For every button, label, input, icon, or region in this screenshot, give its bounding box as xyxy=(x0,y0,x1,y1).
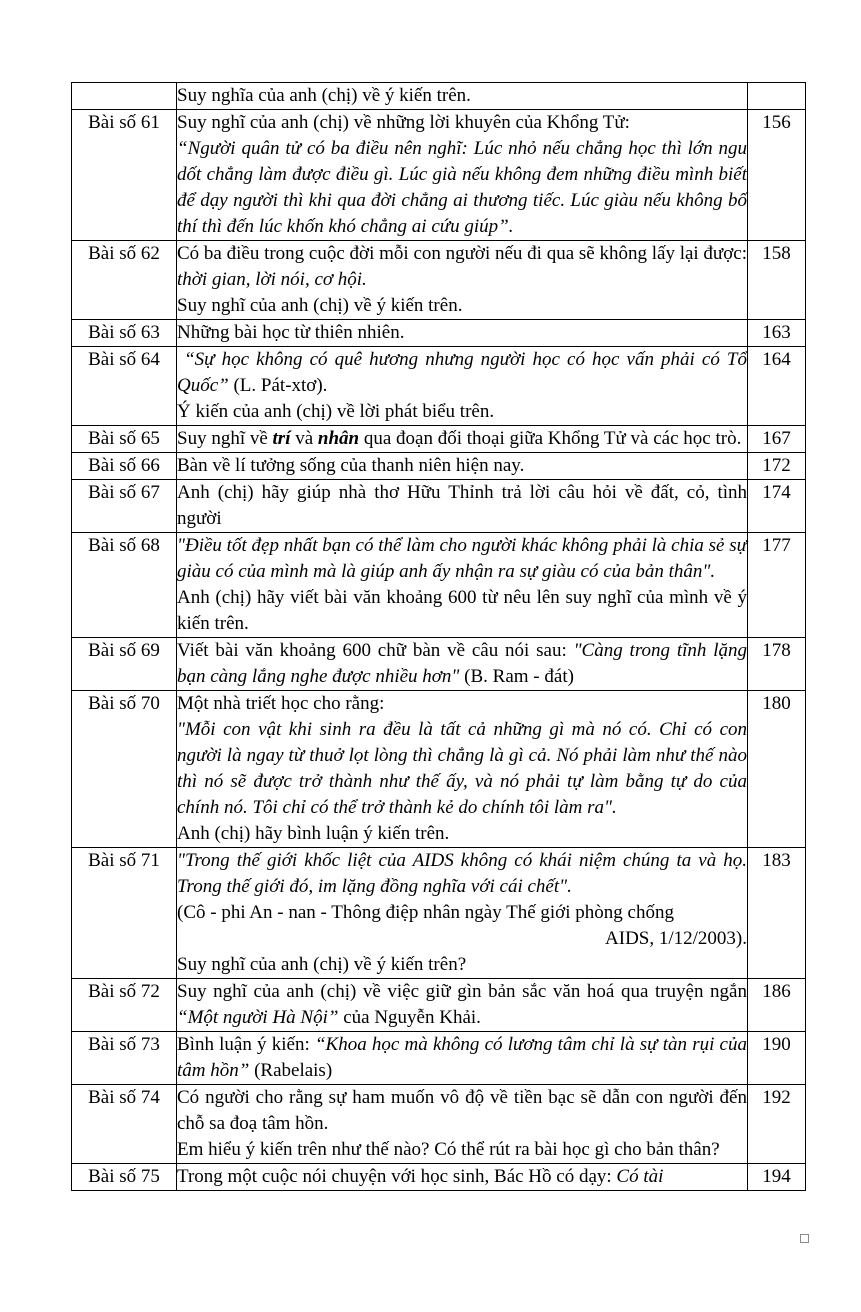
exercise-label: Bài số 74 xyxy=(72,1085,177,1164)
text-run: Anh (chị) hãy viết bài văn khoảng 600 từ nêu lên suy nghĩ của mình về ý kiến trên. xyxy=(177,587,747,634)
exercise-label: Bài số 71 xyxy=(72,848,177,979)
text-run: "Mỗi con vật khi sinh ra đều là tất cả những gì mà nó có. Chỉ có con người là ngay từ thuở lọt lòng thì chẳng là gì cả. Nó phải làm như thế nào thì nó sẽ được trở thành như thế ấy, và nó phải tự làm bằng tự do của chính nó. Tôi chỉ có thể trở thành kẻ do chính tôi làm ra". xyxy=(177,719,747,818)
paragraph xyxy=(177,533,747,585)
paragraph xyxy=(177,1085,747,1137)
paragraph xyxy=(177,241,747,293)
text-run: Suy nghĩ của anh (chị) về những lời khuyên của Khổng Tử: xyxy=(177,112,630,133)
anchor-marker-icon xyxy=(800,1234,809,1243)
paragraph xyxy=(177,1032,747,1084)
exercise-description xyxy=(177,533,748,638)
paragraph xyxy=(177,136,747,240)
paragraph xyxy=(177,347,747,399)
exercise-description xyxy=(177,1164,748,1191)
page-number: 172 xyxy=(748,453,806,480)
text-run: Có người cho rằng sự ham muốn vô độ về tiền bạc sẽ dẫn con người đến chỗ sa đoạ tâm hồn. xyxy=(177,1087,747,1134)
table-row xyxy=(72,426,806,453)
page-number: 194 xyxy=(748,1164,806,1191)
toc-table xyxy=(71,82,806,1191)
text-run: qua đoạn đối thoại giữa Khổng Tử và các học trò. xyxy=(359,428,742,449)
table-row xyxy=(72,979,806,1032)
exercise-label: Bài số 65 xyxy=(72,426,177,453)
exercise-description xyxy=(177,1085,748,1164)
paragraph xyxy=(177,717,747,821)
exercise-label: Bài số 75 xyxy=(72,1164,177,1191)
text-run: (Cô - phi An - nan - Thông điệp nhân ngày Thế giới phòng chống xyxy=(177,902,674,923)
text-run: “Khoa học mà không có lương tâm chỉ là sự tàn rụi của tâm hồn” xyxy=(177,1034,747,1081)
text-run: (Rabelais) xyxy=(249,1060,333,1081)
table-row xyxy=(72,691,806,848)
paragraph xyxy=(177,638,747,690)
text-run: và xyxy=(290,428,318,449)
text-run: "Càng trong tĩnh lặng bạn càng lắng nghe được nhiều hơn" xyxy=(177,640,747,687)
table-row xyxy=(72,1032,806,1085)
exercise-description xyxy=(177,848,748,979)
exercise-description xyxy=(177,426,748,453)
text-run: "Trong thế giới khốc liệt của AIDS không có khái niệm chúng ta và họ. Trong thế giới đó, im lặng đồng nghĩa với cái chết". xyxy=(177,850,747,897)
text-run: Có tài xyxy=(616,1166,664,1187)
page-number: 183 xyxy=(748,848,806,979)
page-number: 156 xyxy=(748,110,806,241)
paragraph xyxy=(177,399,747,425)
table-row xyxy=(72,347,806,426)
text-run: Suy nghĩ của anh (chị) về ý kiến trên? xyxy=(177,954,467,975)
table-row xyxy=(72,638,806,691)
text-run: Ý kiến của anh (chị) về lời phát biểu trên. xyxy=(177,401,495,422)
paragraph xyxy=(177,426,747,452)
table-row xyxy=(72,1085,806,1164)
page-number: 186 xyxy=(748,979,806,1032)
text-run: Trong một cuộc nói chuyện với học sinh, Bác Hồ có dạy: xyxy=(177,1166,617,1187)
paragraph xyxy=(177,293,747,319)
paragraph xyxy=(177,83,747,109)
exercise-description xyxy=(177,480,748,533)
text-run: “Người quân tử có ba điều nên nghĩ: Lúc nhỏ nếu chẳng học thì lớn ngu dốt chẳng làm được điều gì. Lúc già nếu không đem những điều mình biết để dạy người thì khi qua đời chẳng ai thương tiếc. Lúc giàu nếu không bố thí thì đến lúc khốn khó chẳng ai cứu giúp”. xyxy=(177,138,747,237)
paragraph xyxy=(177,979,747,1031)
paragraph xyxy=(177,453,747,479)
exercise-description xyxy=(177,110,748,241)
exercise-description xyxy=(177,83,748,110)
page-number xyxy=(748,83,806,110)
table-row xyxy=(72,241,806,320)
text-run: Suy nghĩa của anh (chị) về ý kiến trên. xyxy=(177,85,471,106)
text-run: Viết bài văn khoảng 600 chữ bàn về câu nói sau: xyxy=(177,640,574,661)
exercise-label: Bài số 61 xyxy=(72,110,177,241)
text-run: AIDS, 1/12/2003). xyxy=(605,928,747,949)
paragraph xyxy=(177,1137,747,1163)
exercise-label: Bài số 64 xyxy=(72,347,177,426)
exercise-description xyxy=(177,638,748,691)
exercise-description xyxy=(177,241,748,320)
exercise-description xyxy=(177,691,748,848)
text-run: Những bài học từ thiên nhiên. xyxy=(177,322,405,343)
exercise-description xyxy=(177,453,748,480)
text-run: Suy nghĩ của anh (chị) về việc giữ gìn bản sắc văn hoá qua truyện ngắn xyxy=(177,981,747,1002)
exercise-label: Bài số 72 xyxy=(72,979,177,1032)
text-run: Suy nghĩ của anh (chị) về ý kiến trên. xyxy=(177,295,463,316)
page-number: 180 xyxy=(748,691,806,848)
exercise-description xyxy=(177,347,748,426)
page-number: 174 xyxy=(748,480,806,533)
text-run: của Nguyễn Khải. xyxy=(338,1007,481,1028)
text-run: “Sự học không có quê hương nhưng người học có học vấn phải có Tổ Quốc” xyxy=(177,349,747,396)
text-run: nhân xyxy=(317,428,360,449)
text-run: Bình luận ý kiến: xyxy=(177,1034,315,1055)
text-run: (B. Ram - đát) xyxy=(459,666,574,687)
text-run: (L. Pát-xtơ). xyxy=(228,375,328,396)
exercise-description xyxy=(177,1032,748,1085)
page-number: 164 xyxy=(748,347,806,426)
page-number: 178 xyxy=(748,638,806,691)
exercise-description xyxy=(177,320,748,347)
exercise-label: Bài số 62 xyxy=(72,241,177,320)
paragraph xyxy=(177,821,747,847)
page-number: 158 xyxy=(748,241,806,320)
text-run: Anh (chị) hãy giúp nhà thơ Hữu Thỉnh trả lời câu hỏi về đất, cỏ, tình người xyxy=(177,482,747,529)
paragraph xyxy=(177,480,747,532)
page-number: 163 xyxy=(748,320,806,347)
table-row xyxy=(72,480,806,533)
text-run: trí xyxy=(272,428,291,449)
page-number: 167 xyxy=(748,426,806,453)
table-row xyxy=(72,320,806,347)
paragraph xyxy=(177,1164,747,1190)
text-run: thời gian, lời nói, cơ hội. xyxy=(177,269,367,290)
exercise-label: Bài số 69 xyxy=(72,638,177,691)
toc-table-body xyxy=(72,83,806,1191)
paragraph xyxy=(177,320,747,346)
text-run: Có ba điều trong cuộc đời mỗi con người nếu đi qua sẽ không lấy lại được: xyxy=(177,243,747,264)
paragraph xyxy=(177,952,747,978)
exercise-label: Bài số 68 xyxy=(72,533,177,638)
page-number: 190 xyxy=(748,1032,806,1085)
text-run: “Một người Hà Nội” xyxy=(177,1007,339,1028)
table-row xyxy=(72,1164,806,1191)
table-row xyxy=(72,453,806,480)
text-run: Bàn về lí tưởng sống của thanh niên hiện nay. xyxy=(177,455,525,476)
text-run: Suy nghĩ về xyxy=(177,428,273,449)
exercise-label: Bài số 67 xyxy=(72,480,177,533)
paragraph xyxy=(177,110,747,136)
text-run: Một nhà triết học cho rằng: xyxy=(177,693,385,714)
text-run: Em hiểu ý kiến trên như thế nào? Có thể rút ra bài học gì cho bản thân? xyxy=(177,1139,720,1160)
table-row xyxy=(72,533,806,638)
exercise-description xyxy=(177,979,748,1032)
paragraph xyxy=(177,691,747,717)
paragraph xyxy=(177,585,747,637)
text-run: "Điều tốt đẹp nhất bạn có thể làm cho người khác không phải là chia sẻ sự giàu có của mình mà là giúp anh ấy nhận ra sự giàu có của bản thân". xyxy=(177,535,747,582)
table-row xyxy=(72,110,806,241)
paragraph xyxy=(177,926,747,952)
table-row xyxy=(72,848,806,979)
page-number: 177 xyxy=(748,533,806,638)
table-row xyxy=(72,83,806,110)
page-number: 192 xyxy=(748,1085,806,1164)
exercise-label: Bài số 70 xyxy=(72,691,177,848)
exercise-label: Bài số 63 xyxy=(72,320,177,347)
text-run: Anh (chị) hãy bình luận ý kiến trên. xyxy=(177,823,450,844)
exercise-label: Bài số 66 xyxy=(72,453,177,480)
paragraph xyxy=(177,848,747,900)
paragraph xyxy=(177,900,747,926)
exercise-label: Bài số 73 xyxy=(72,1032,177,1085)
exercise-label xyxy=(72,83,177,110)
